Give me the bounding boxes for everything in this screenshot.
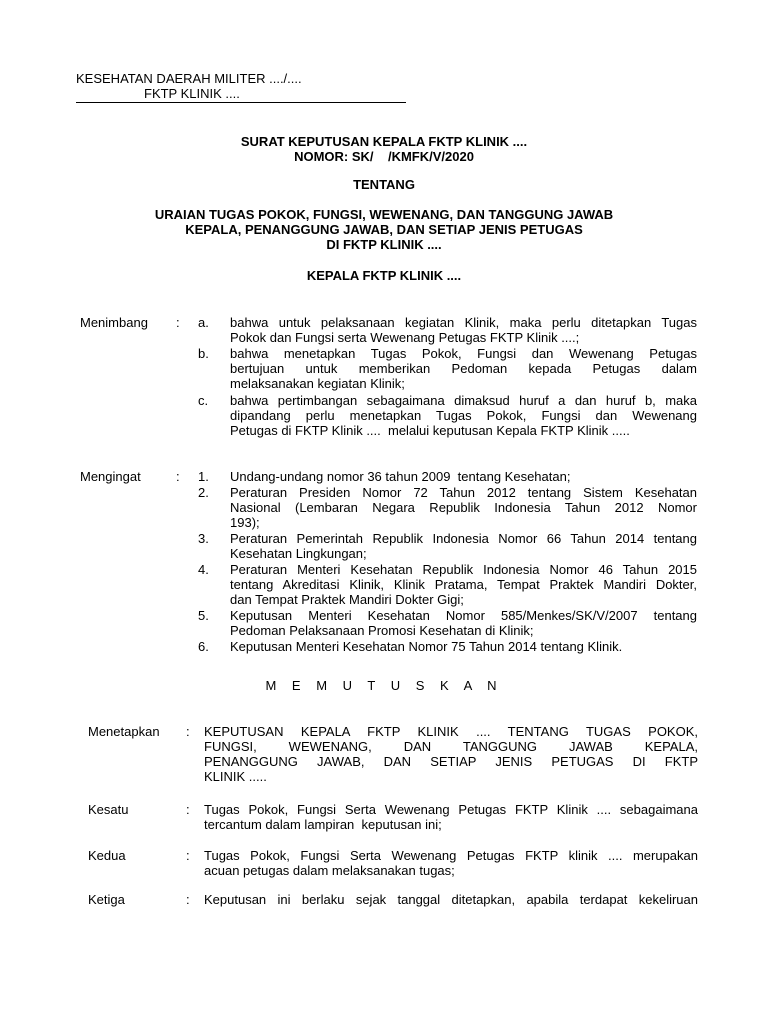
item-line: Petugas di FKTP Klinik .... melalui keputusan Kepala FKTP Klinik ..... [230, 423, 630, 438]
decision-text [204, 724, 698, 784]
item-line: Peraturan Presiden Nomor 72 Tahun 2012 tentang Sistem Kesehatan [230, 485, 697, 500]
item-line: Keputusan Menteri Kesehatan Nomor 75 Tahun 2014 tentang Klinik. [230, 639, 623, 654]
item-line: bahwa pertimbangan sebagaimana dimaksud huruf a dan huruf b, maka [230, 393, 697, 408]
item-text [230, 315, 697, 345]
decision-line: Tugas Pokok, Fungsi Serta Wewenang Petugas FKTP Klinik .... sebagaimana [204, 802, 698, 817]
item-text [230, 531, 697, 561]
item-line: Peraturan Pemerintah Republik Indonesia Nomor 66 Tahun 2014 tentang [230, 531, 697, 546]
letterhead-institution: KESEHATAN DAERAH MILITER ..../.... [76, 71, 302, 86]
item-line: tentang Akreditasi Klinik, Klinik Pratama, Tempat Praktek Mandiri Dokter, [230, 577, 697, 592]
item-line: Keputusan Menteri Kesehatan Nomor 585/Menkes/SK/V/2007 tentang [230, 608, 697, 623]
item-marker: a. [198, 315, 209, 330]
decision-text [204, 892, 698, 907]
decision-line: KLINIK ..... [204, 769, 267, 784]
authority-heading: KEPALA FKTP KLINIK .... [306, 268, 462, 283]
item-line: bahwa untuk pelaksanaan kegiatan Klinik, maka perlu ditetapkan Tugas [230, 315, 697, 330]
decision-line: tercantum dalam lampiran keputusan ini; [204, 817, 442, 832]
decision-colon: : [186, 802, 190, 817]
decision-line: PENANGGUNG JAWAB, DAN SETIAP JENIS PETUGAS DI FKTP [204, 754, 698, 769]
item-marker: 4. [198, 562, 209, 577]
decision-text [204, 802, 698, 832]
decree-title-line: SURAT KEPUTUSAN KEPALA FKTP KLINIK .... [240, 134, 528, 149]
item-text [230, 639, 697, 654]
decision-colon: : [186, 892, 190, 907]
decree-subject-line: DI FKTP KLINIK .... [326, 237, 442, 252]
item-line: Kesehatan Lingkungan; [230, 546, 367, 561]
decision-label: Kesatu [88, 802, 129, 817]
decree-title [0, 134, 768, 164]
decision-line: Keputusan ini berlaku sejak tanggal ditetapkan, apabila terdapat kekeliruan [204, 892, 698, 907]
item-text [230, 346, 697, 391]
decision-colon: : [186, 724, 190, 739]
tentang-heading: TENTANG [353, 177, 415, 192]
decision-line: KEPUTUSAN KEPALA FKTP KLINIK .... TENTANG TUGAS POKOK, [204, 724, 698, 739]
item-line: Nasional (Lembaran Negara Republik Indonesia Tahun 2012 Nomor [230, 500, 697, 515]
item-marker: 1. [198, 469, 209, 484]
menimbang-label: Menimbang [80, 315, 148, 330]
mengingat-label: Mengingat [80, 469, 141, 484]
decision-colon: : [186, 848, 190, 863]
decision-label: Kedua [88, 848, 126, 863]
item-line: dipandang perlu menetapkan Tugas Pokok, Fungsi dan Wewenang [230, 408, 697, 423]
item-line: bertujuan untuk memberikan Pedoman kepada Petugas dalam [230, 361, 697, 376]
memutuskan-heading: M E M U T U S K A N [265, 678, 503, 693]
item-line: melaksanakan kegiatan Klinik; [230, 376, 405, 391]
decree-subject-line: URAIAN TUGAS POKOK, FUNGSI, WEWENANG, DAN TANGGUNG JAWAB [154, 207, 614, 222]
item-marker: 6. [198, 639, 209, 654]
letterhead-clinic: FKTP KLINIK .... [76, 86, 406, 103]
item-marker: c. [198, 393, 209, 408]
item-marker: 2. [198, 485, 209, 500]
decision-label: Ketiga [88, 892, 125, 907]
decree-subject-line: KEPALA, PENANGGUNG JAWAB, DAN SETIAP JENIS PETUGAS [185, 222, 583, 237]
decision-line: Tugas Pokok, Fungsi Serta Wewenang Petugas FKTP klinik .... merupakan [204, 848, 698, 863]
item-text [230, 562, 697, 607]
item-marker: 3. [198, 531, 209, 546]
item-text [230, 393, 697, 438]
menimbang-colon: : [176, 315, 180, 330]
decision-line: FUNGSI, WEWENANG, DAN TANGGUNG JAWAB KEPALA, [204, 739, 698, 754]
item-marker: b. [198, 346, 209, 361]
item-line: Peraturan Menteri Kesehatan Republik Indonesia Nomor 46 Tahun 2015 [230, 562, 697, 577]
item-text [230, 485, 697, 530]
item-line: bahwa menetapkan Tugas Pokok, Fungsi dan Wewenang Petugas [230, 346, 697, 361]
letterhead [76, 71, 406, 103]
item-line: Pokok dan Fungsi serta Wewenang Petugas FKTP Klinik ....; [230, 330, 580, 345]
decree-subject [0, 207, 768, 252]
item-line: Pedoman Pelaksanaan Promosi Kesehatan di Klinik; [230, 623, 534, 638]
decision-label: Menetapkan [88, 724, 160, 739]
item-text [230, 469, 697, 484]
decision-line: acuan petugas dalam melaksanakan tugas; [204, 863, 455, 878]
item-line: 193); [230, 515, 260, 530]
item-line: dan Tempat Praktek Mandiri Dokter Gigi; [230, 592, 464, 607]
item-line: Undang-undang nomor 36 tahun 2009 tentang Kesehatan; [230, 469, 571, 484]
mengingat-colon: : [176, 469, 180, 484]
decree-number: NOMOR: SK/ /KMFK/V/2020 [294, 149, 474, 164]
item-marker: 5. [198, 608, 209, 623]
decision-text [204, 848, 698, 878]
item-text [230, 608, 697, 638]
